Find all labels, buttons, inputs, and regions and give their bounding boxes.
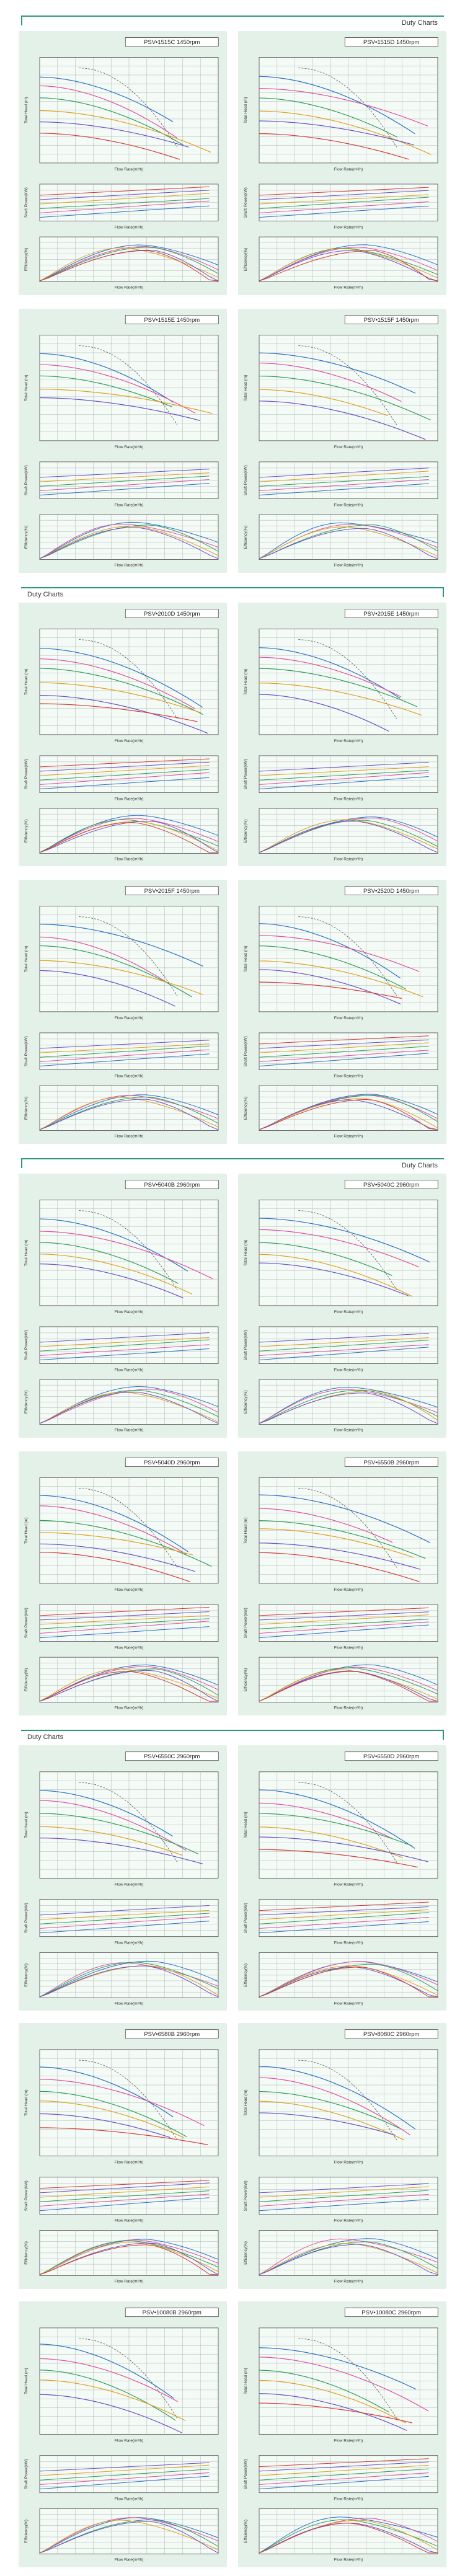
pump-chart-svg	[19, 1174, 227, 1438]
head-x-axis-label: Flow Rate(m³/h)	[334, 445, 363, 449]
pump-chart-panel	[238, 309, 446, 573]
pump-chart-svg	[238, 1174, 446, 1438]
efficiency-x-axis-label: Flow Rate(m³/h)	[334, 2001, 363, 2006]
power-axis-label: Shaft Power(kW)	[243, 187, 249, 218]
power-axis-label: Shaft Power(kW)	[243, 758, 249, 789]
head-axis-label: Total Head (m)	[24, 1517, 29, 1544]
head-axis-label: Total Head (m)	[24, 945, 29, 973]
pump-chart-panel	[19, 2023, 227, 2289]
power-axis-label: Shaft Power(kW)	[243, 1330, 249, 1361]
efficiency-axis-label: Efficiency(%)	[24, 2241, 29, 2265]
head-chart-grid	[259, 335, 438, 440]
pump-chart-panel	[238, 1174, 446, 1438]
power-x-axis-label: Flow Rate(m³/h)	[114, 503, 144, 508]
head-x-axis-label: Flow Rate(m³/h)	[334, 738, 363, 743]
efficiency-x-axis-label: Flow Rate(m³/h)	[114, 563, 144, 568]
pump-chart-svg	[19, 603, 227, 867]
section-4	[15, 1725, 450, 2567]
head-x-axis-label: Flow Rate(m³/h)	[114, 1310, 144, 1315]
head-x-axis-label: Flow Rate(m³/h)	[114, 2160, 144, 2165]
model-label: PSV•1515D 1450rpm	[363, 39, 420, 46]
pump-chart-svg	[238, 2023, 446, 2289]
power-axis-label: Shaft Power(kW)	[243, 2180, 249, 2211]
pump-chart-panel	[238, 603, 446, 867]
head-x-axis-label: Flow Rate(m³/h)	[334, 1882, 363, 1887]
power-axis-label: Shaft Power(kW)	[24, 1036, 29, 1067]
head-axis-label: Total Head (m)	[24, 374, 29, 401]
efficiency-x-axis-label: Flow Rate(m³/h)	[114, 1428, 144, 1433]
power-axis-label: Shaft Power(kW)	[243, 1608, 249, 1639]
section-1	[15, 11, 450, 573]
power-axis-label: Shaft Power(kW)	[24, 1608, 29, 1639]
power-x-axis-label: Flow Rate(m³/h)	[334, 2497, 363, 2502]
model-label: PSV•6550D 2960rpm	[363, 1753, 420, 1760]
head-axis-label: Total Head (m)	[243, 2089, 249, 2117]
power-axis-label: Shaft Power(kW)	[243, 1902, 249, 1933]
model-label: PSV•6550C 2960rpm	[144, 1753, 200, 1760]
power-axis-label: Shaft Power(kW)	[24, 2459, 29, 2490]
pump-chart-panel	[19, 1745, 227, 2011]
pump-chart-svg	[238, 603, 446, 867]
power-x-axis-label: Flow Rate(m³/h)	[114, 2219, 144, 2224]
efficiency-axis-label: Efficiency(%)	[243, 247, 249, 272]
power-x-axis-label: Flow Rate(m³/h)	[114, 1074, 144, 1079]
power-x-axis-label: Flow Rate(m³/h)	[334, 503, 363, 508]
pump-chart-panel	[238, 1745, 446, 2011]
pump-chart-svg	[238, 1745, 446, 2011]
efficiency-axis-label: Efficiency(%)	[243, 1963, 249, 1987]
head-chart-grid	[259, 1477, 438, 1583]
efficiency-axis-label: Efficiency(%)	[243, 525, 249, 549]
efficiency-axis-label: Efficiency(%)	[24, 1096, 29, 1120]
head-chart-grid	[259, 1200, 438, 1306]
section-header	[15, 11, 450, 30]
head-x-axis-label: Flow Rate(m³/h)	[334, 2438, 363, 2443]
efficiency-x-axis-label: Flow Rate(m³/h)	[334, 1706, 363, 1711]
efficiency-axis-label: Efficiency(%)	[24, 2520, 29, 2543]
power-axis-label: Shaft Power(kW)	[243, 2459, 249, 2490]
efficiency-x-axis-label: Flow Rate(m³/h)	[334, 2557, 363, 2562]
efficiency-axis-label: Efficiency(%)	[243, 1096, 249, 1120]
head-x-axis-label: Flow Rate(m³/h)	[334, 167, 363, 172]
efficiency-axis-label: Efficiency(%)	[24, 525, 29, 549]
efficiency-chart-grid	[40, 1086, 218, 1130]
head-axis-label: Total Head (m)	[243, 945, 249, 973]
efficiency-chart-grid	[40, 237, 218, 281]
efficiency-x-axis-label: Flow Rate(m³/h)	[114, 2001, 144, 2006]
chart-grid	[15, 30, 450, 573]
efficiency-axis-label: Efficiency(%)	[24, 819, 29, 843]
model-label: PSV•8080C 2960rpm	[363, 2031, 420, 2038]
head-chart-grid	[259, 1772, 438, 1879]
chart-grid	[15, 601, 450, 1144]
model-label: PSV•10080B 2960rpm	[142, 2309, 202, 2317]
section-3	[15, 1154, 450, 1715]
power-axis-label: Shaft Power(kW)	[24, 2180, 29, 2211]
head-x-axis-label: Flow Rate(m³/h)	[114, 1882, 144, 1887]
efficiency-axis-label: Efficiency(%)	[243, 2520, 249, 2543]
efficiency-x-axis-label: Flow Rate(m³/h)	[114, 1134, 144, 1139]
head-axis-label: Total Head (m)	[24, 2089, 29, 2117]
efficiency-chart-grid	[259, 237, 438, 281]
power-x-axis-label: Flow Rate(m³/h)	[334, 797, 363, 802]
efficiency-x-axis-label: Flow Rate(m³/h)	[114, 2279, 144, 2284]
efficiency-chart-grid	[40, 515, 218, 559]
power-axis-label: Shaft Power(kW)	[243, 465, 249, 496]
power-x-axis-label: Flow Rate(m³/h)	[114, 1368, 144, 1373]
efficiency-chart-grid	[40, 1379, 218, 1424]
head-axis-label: Total Head (m)	[243, 1517, 249, 1544]
efficiency-axis-label: Efficiency(%)	[24, 1963, 29, 1987]
head-chart-grid	[40, 1772, 218, 1879]
model-label: PSV•5040B 2960rpm	[144, 1182, 200, 1189]
section-title: Duty Charts	[401, 19, 438, 27]
head-x-axis-label: Flow Rate(m³/h)	[334, 1587, 363, 1592]
pump-chart-panel	[238, 2301, 446, 2567]
efficiency-x-axis-label: Flow Rate(m³/h)	[334, 1428, 363, 1433]
efficiency-x-axis-label: Flow Rate(m³/h)	[114, 285, 144, 290]
power-x-axis-label: Flow Rate(m³/h)	[114, 2497, 144, 2502]
power-x-axis-label: Flow Rate(m³/h)	[334, 1941, 363, 1945]
head-axis-label: Total Head (m)	[243, 374, 249, 401]
model-label: PSV•6550B 2960rpm	[363, 1459, 420, 1467]
power-axis-label: Shaft Power(kW)	[24, 187, 29, 218]
pump-chart-panel	[19, 1174, 227, 1438]
section-header	[15, 1154, 450, 1172]
pump-chart-panel	[19, 880, 227, 1144]
model-label: PSV•2015F 1450rpm	[144, 888, 200, 895]
power-x-axis-label: Flow Rate(m³/h)	[114, 1941, 144, 1945]
pump-chart-panel	[238, 880, 446, 1144]
model-label: PSV•1515C 1450rpm	[144, 39, 200, 46]
pump-chart-panel	[19, 2301, 227, 2567]
head-chart-grid	[259, 2328, 438, 2435]
efficiency-chart-grid	[259, 1952, 438, 1998]
section-header	[15, 583, 450, 601]
head-axis-label: Total Head (m)	[243, 2368, 249, 2395]
pump-chart-svg	[19, 880, 227, 1144]
model-label: PSV•2520D 1450rpm	[363, 888, 420, 895]
head-x-axis-label: Flow Rate(m³/h)	[114, 2438, 144, 2443]
pump-chart-panel	[19, 1451, 227, 1715]
head-axis-label: Total Head (m)	[243, 668, 249, 695]
power-x-axis-label: Flow Rate(m³/h)	[114, 225, 144, 230]
head-chart-grid	[40, 629, 218, 734]
head-axis-label: Total Head (m)	[24, 97, 29, 123]
head-x-axis-label: Flow Rate(m³/h)	[334, 1310, 363, 1315]
efficiency-chart-grid	[259, 1379, 438, 1424]
head-x-axis-label: Flow Rate(m³/h)	[334, 2160, 363, 2165]
pump-chart-svg	[238, 1451, 446, 1715]
pump-chart-panel	[238, 31, 446, 295]
power-axis-label: Shaft Power(kW)	[24, 465, 29, 496]
head-x-axis-label: Flow Rate(m³/h)	[114, 738, 144, 743]
model-label: PSV•1515F 1450rpm	[363, 316, 419, 324]
efficiency-chart-grid	[259, 1086, 438, 1130]
pump-chart-svg	[19, 1451, 227, 1715]
power-x-axis-label: Flow Rate(m³/h)	[334, 1645, 363, 1650]
power-x-axis-label: Flow Rate(m³/h)	[114, 1645, 144, 1650]
power-axis-label: Shaft Power(kW)	[24, 1902, 29, 1933]
model-label: PSV•2010D 1450rpm	[144, 610, 200, 617]
power-axis-label: Shaft Power(kW)	[24, 758, 29, 789]
head-axis-label: Total Head (m)	[24, 2368, 29, 2395]
head-chart-grid	[40, 335, 218, 440]
efficiency-chart-grid	[259, 808, 438, 853]
model-label: PSV•2015E 1450rpm	[363, 610, 420, 617]
efficiency-x-axis-label: Flow Rate(m³/h)	[114, 2557, 144, 2562]
section-2	[15, 583, 450, 1144]
head-axis-label: Total Head (m)	[243, 1812, 249, 1838]
power-axis-label: Shaft Power(kW)	[24, 1330, 29, 1361]
efficiency-x-axis-label: Flow Rate(m³/h)	[334, 563, 363, 568]
head-chart-grid	[259, 906, 438, 1012]
head-chart-grid	[40, 1477, 218, 1583]
chart-grid	[15, 1172, 450, 1715]
pump-chart-svg	[19, 2023, 227, 2289]
model-label: PSV•10080C 2960rpm	[361, 2309, 422, 2317]
pump-chart-svg	[19, 1745, 227, 2011]
section-title: Duty Charts	[27, 590, 64, 598]
section-title: Duty Charts	[401, 1162, 438, 1170]
head-x-axis-label: Flow Rate(m³/h)	[114, 167, 144, 172]
pump-chart-svg	[238, 2301, 446, 2567]
head-axis-label: Total Head (m)	[24, 668, 29, 695]
head-x-axis-label: Flow Rate(m³/h)	[114, 1016, 144, 1021]
efficiency-x-axis-label: Flow Rate(m³/h)	[114, 857, 144, 862]
efficiency-chart-grid	[40, 1657, 218, 1702]
efficiency-axis-label: Efficiency(%)	[24, 247, 29, 272]
head-x-axis-label: Flow Rate(m³/h)	[114, 1587, 144, 1592]
pump-chart-svg	[19, 309, 227, 573]
head-axis-label: Total Head (m)	[24, 1239, 29, 1267]
model-label: PSV•1515E 1450rpm	[144, 316, 200, 324]
model-label: PSV•6580B 2960rpm	[144, 2031, 200, 2038]
efficiency-axis-label: Efficiency(%)	[24, 1390, 29, 1414]
head-x-axis-label: Flow Rate(m³/h)	[334, 1016, 363, 1021]
pump-chart-svg	[238, 309, 446, 573]
head-axis-label: Total Head (m)	[24, 1812, 29, 1838]
model-label: PSV•5040D 2960rpm	[144, 1459, 200, 1467]
power-x-axis-label: Flow Rate(m³/h)	[334, 1074, 363, 1079]
efficiency-x-axis-label: Flow Rate(m³/h)	[334, 1134, 363, 1139]
efficiency-axis-label: Efficiency(%)	[243, 2241, 249, 2265]
efficiency-chart-grid	[40, 2509, 218, 2554]
model-label: PSV•5040C 2960rpm	[363, 1182, 420, 1189]
head-x-axis-label: Flow Rate(m³/h)	[114, 445, 144, 449]
efficiency-axis-label: Efficiency(%)	[243, 1390, 249, 1414]
head-chart-grid	[40, 2328, 218, 2435]
power-x-axis-label: Flow Rate(m³/h)	[334, 1368, 363, 1373]
efficiency-x-axis-label: Flow Rate(m³/h)	[334, 285, 363, 290]
efficiency-axis-label: Efficiency(%)	[243, 819, 249, 843]
efficiency-x-axis-label: Flow Rate(m³/h)	[334, 2279, 363, 2284]
power-axis-label: Shaft Power(kW)	[243, 1036, 249, 1067]
power-x-axis-label: Flow Rate(m³/h)	[114, 797, 144, 802]
efficiency-x-axis-label: Flow Rate(m³/h)	[334, 857, 363, 862]
pump-chart-panel	[19, 603, 227, 867]
pump-chart-panel	[238, 2023, 446, 2289]
chart-grid	[15, 1744, 450, 2567]
power-x-axis-label: Flow Rate(m³/h)	[334, 2219, 363, 2224]
section-title: Duty Charts	[27, 1733, 64, 1741]
head-axis-label: Total Head (m)	[243, 97, 249, 123]
efficiency-chart-grid	[40, 1952, 218, 1998]
head-chart-grid	[40, 1200, 218, 1306]
head-chart-grid	[259, 58, 438, 163]
pump-chart-svg	[19, 31, 227, 295]
efficiency-chart-grid	[259, 2509, 438, 2554]
section-header	[15, 1725, 450, 1744]
pump-chart-panel	[238, 1451, 446, 1715]
pump-chart-svg	[19, 2301, 227, 2567]
efficiency-axis-label: Efficiency(%)	[243, 1668, 249, 1692]
pump-chart-panel	[19, 309, 227, 573]
pump-chart-svg	[238, 880, 446, 1144]
power-x-axis-label: Flow Rate(m³/h)	[334, 225, 363, 230]
efficiency-axis-label: Efficiency(%)	[24, 1668, 29, 1692]
pump-chart-svg	[238, 31, 446, 295]
efficiency-x-axis-label: Flow Rate(m³/h)	[114, 1706, 144, 1711]
head-axis-label: Total Head (m)	[243, 1239, 249, 1267]
head-chart-grid	[40, 906, 218, 1012]
pump-chart-panel	[19, 31, 227, 295]
